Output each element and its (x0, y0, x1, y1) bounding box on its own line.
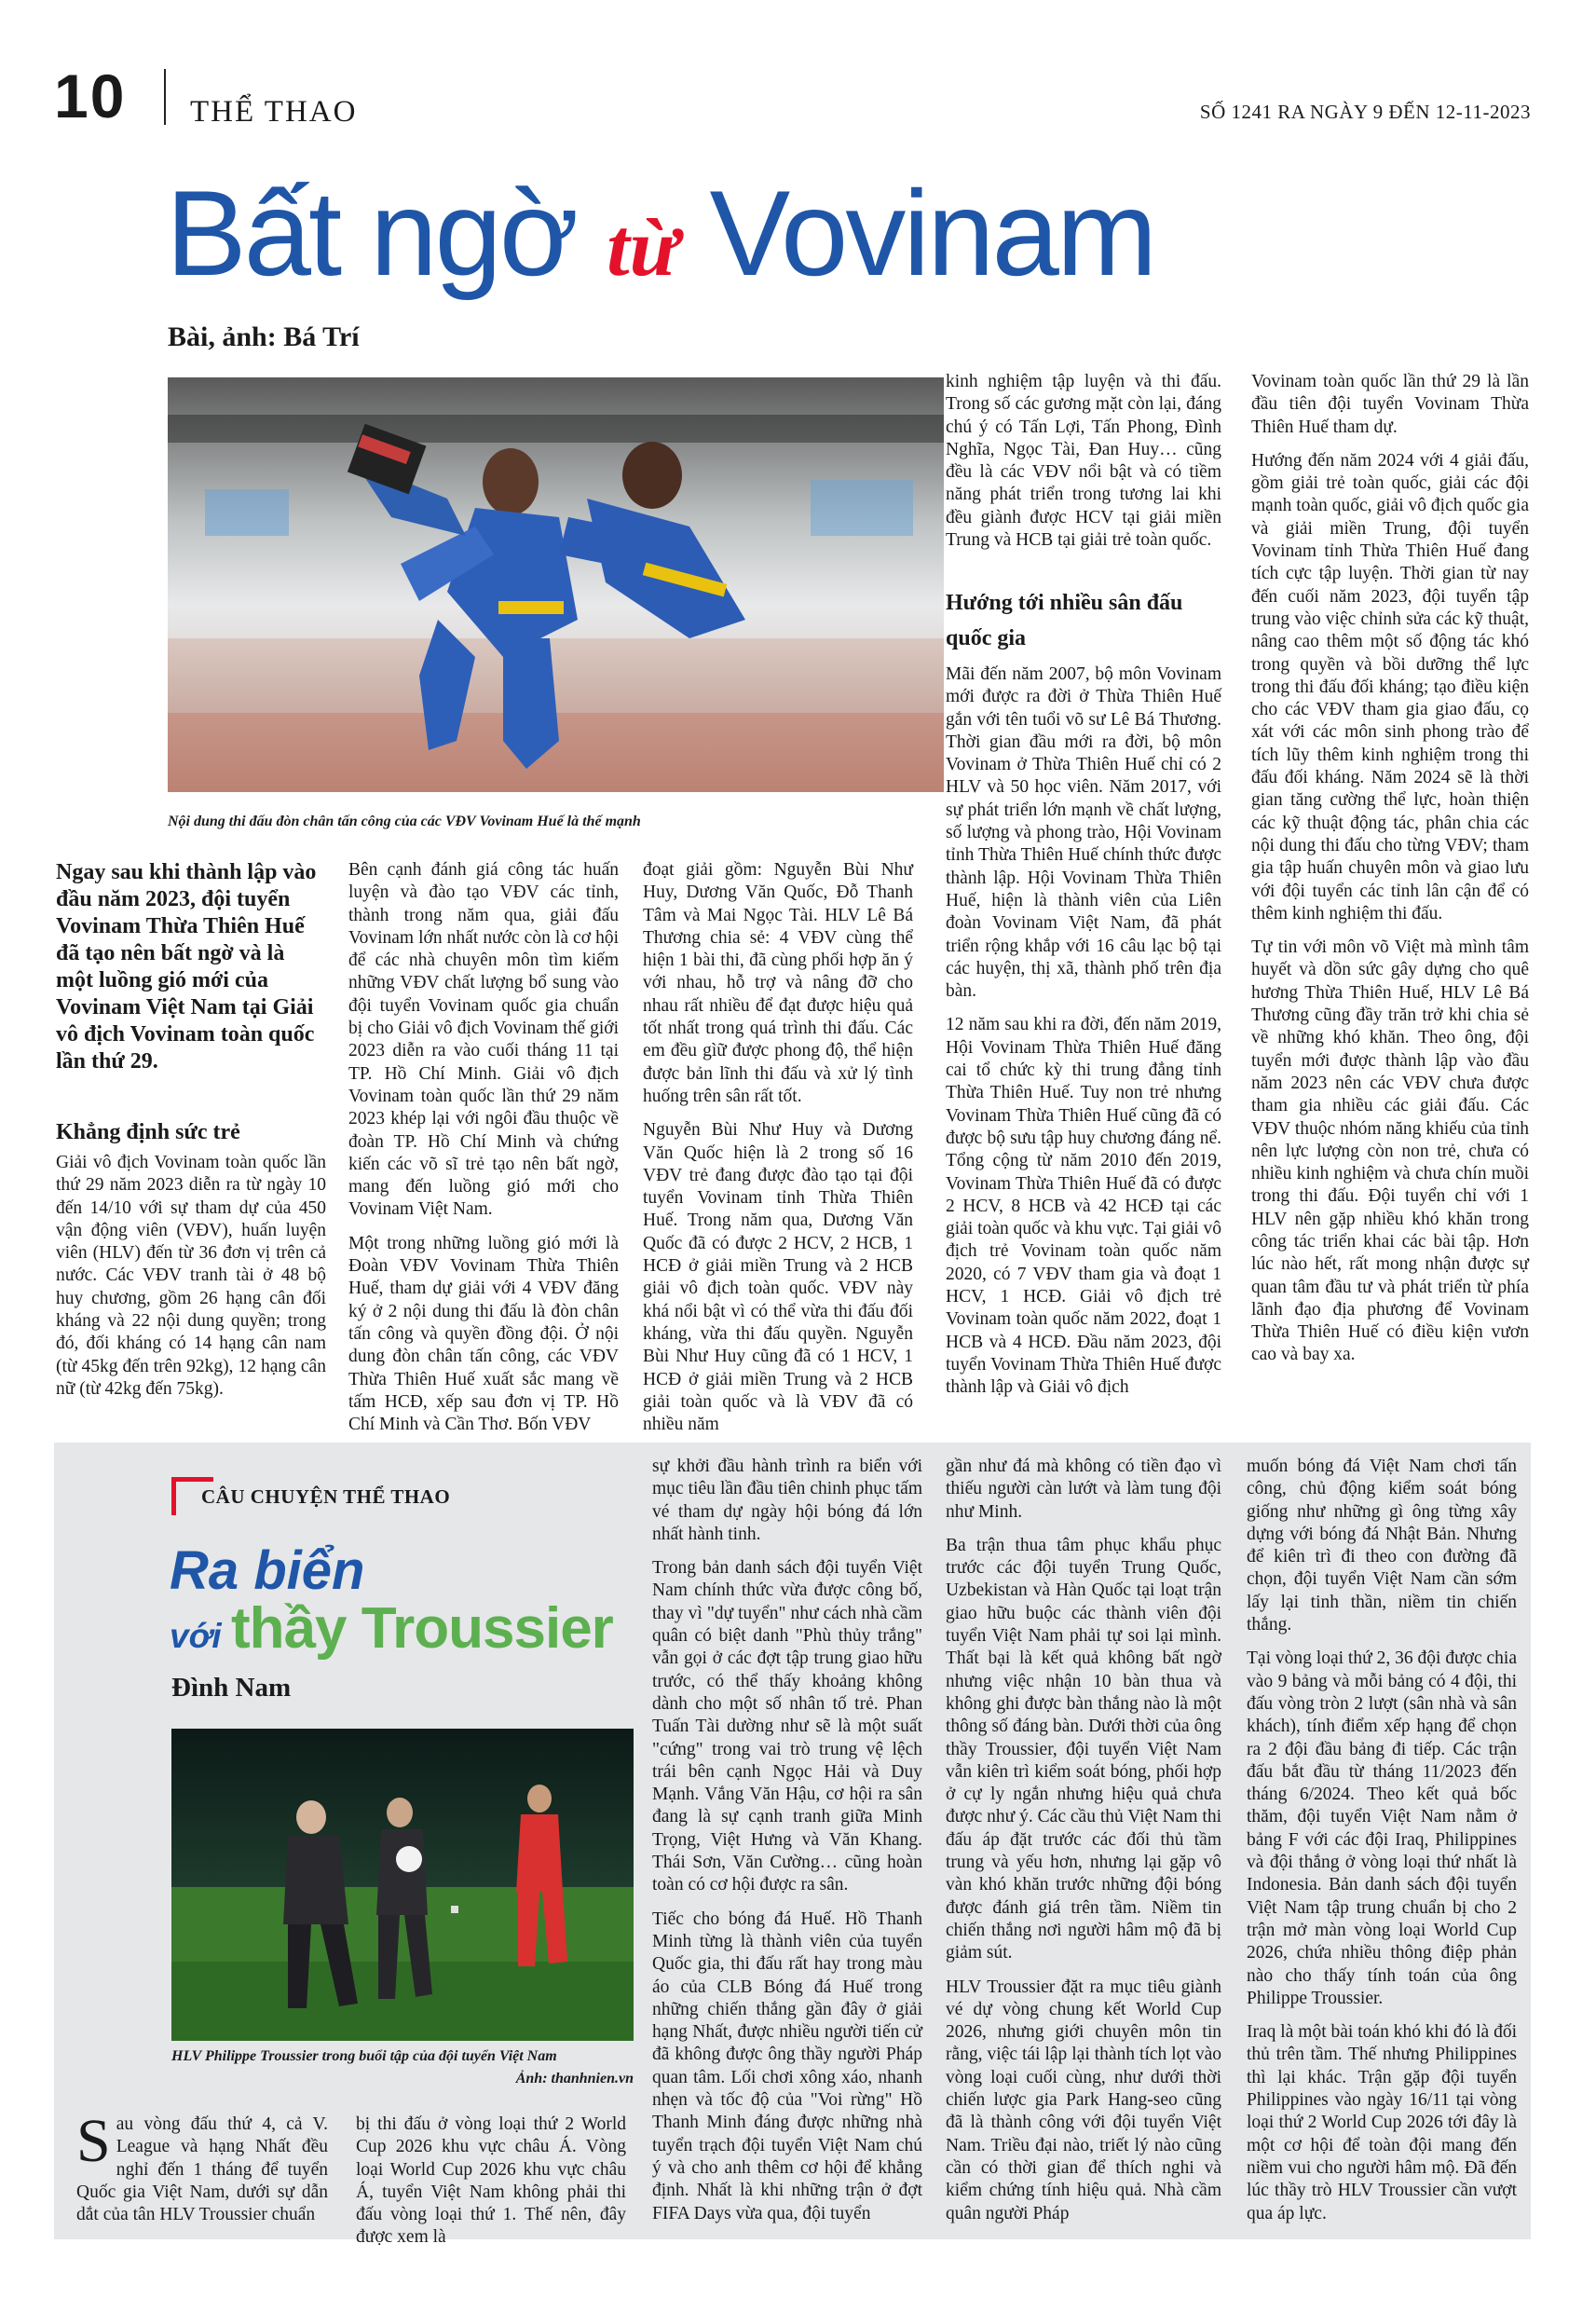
paragraph: HLV Troussier đặt ra mục tiêu giành vé dự vòng chung kết World Cup 2026, nhưng giới chuyên môn tin rằng, việc tái lập lại thành tích lọt vào vòng loại cuối cùng, như dưới thời chiến lược gia Park Hang-seo cũng đã là thành công với đội tuyển Việt Nam. Triều đại nào, triết lý nào cũng cần có thời gian để thích nghi và kiểm chứng tính hiệu quả. Nhà cầm quân người Pháp (946, 1977, 1221, 2223)
headline-part2: từ (607, 203, 679, 294)
article1-column-5 (1251, 371, 1529, 1378)
paragraph: 12 năm sau khi ra đời, đến năm 2019, Hội Vovinam Thừa Thiên Huế đăng cai tổ chức kỳ thi trung đẳng tỉnh Thừa Thiên Huế. Tuy non trẻ nhưng Vovinam Thừa Thiên Huế cũng đã có được bộ sưu tập huy chương đáng nể. Tổng cộng từ năm 2010 đến 2019, Vovinam Thừa Thiên Huế đã có được 2 HCV, 8 HCB và 42 HCĐ tại các giải toàn quốc và khu vực. Tại giải vô địch trẻ Vovinam toàn quốc năm 2020, có 7 VĐV tham gia và đoạt 1 HCV, 1 HCĐ. Giải vô địch trẻ Vovinam toàn quốc năm 2022, đoạt 1 HCB và 4 HCĐ. Đầu năm 2023, đội tuyển Vovinam Thừa Thiên Huế được thành lập và Giải vô địch (946, 1015, 1221, 1398)
section-name: THỂ THAO (190, 95, 358, 129)
article1-column-1 (56, 1152, 326, 1412)
subhead-khang-dinh: Khẳng định sức trẻ (56, 1120, 240, 1144)
article2-column-2 (356, 2114, 626, 2261)
subhead-huong-toi: Hướng tới nhiều sân đấu quốc gia (946, 591, 1183, 650)
page-number: 10 (54, 62, 127, 130)
article2-byline: Đình Nam (171, 1673, 292, 1703)
article-byline: Bài, ảnh: Bá Trí (168, 321, 360, 352)
photo2-credit: Ảnh: thanhnien.vn (515, 2071, 634, 2086)
paragraph: au vòng đấu thứ 4, cả V. League và hạng Nhất đều nghỉ đến 1 tháng để tuyển Quốc gia Việt Nam, dưới sự dẫn dắt của tân HLV Troussier chuẩn (76, 2114, 328, 2225)
article1-column-4 (946, 371, 1221, 563)
article2-column-1 (76, 2107, 328, 2226)
article2-column-3 (652, 1456, 922, 2237)
article2-column-5 (1247, 1456, 1517, 2237)
article-lead: Ngay sau khi thành lập vào đầu năm 2023, đội tuyển Vovinam Thừa Thiên Huế đã tạo nên bất ngờ và là một luồng gió mới của Vovinam Việt Nam tại Giải vô địch Vovinam toàn quốc lần thứ 29. (56, 860, 317, 1074)
paragraph: Tiếc cho bóng đá Huế. Hồ Thanh Minh từng là thành viên của tuyển Quốc gia, thi đấu rất hay trong màu áo của CLB Bóng đá Huế trong những chiến thắng gần đây ở giải hạng Nhất, được nhiều người tiến cử đã không được ông thầy người Pháp quan tâm. Lối chơi xông xáo, nhanh nhẹn và tốc độ của "Voi rừng" Hồ Thanh Minh đáng được những nhà tuyển trạch đội tuyển Việt Nam chú ý và cho anh thêm cơ hội để khẳng định. Nhất là khi những trận ở đợt FIFA Days vừa qua, đội tuyển (652, 1908, 922, 2223)
paragraph: đoạt giải gồm: Nguyễn Bùi Như Huy, Dương Văn Quốc, Đỗ Thanh Tâm và Mai Ngọc Tài. HLV Lê Bá Thương chia sẻ: 4 VĐV cùng thể hiện 1 bài thi, đã cùng phối hợp ăn ý với nhau, hỗ trợ và nâng đỡ cho nhau rất nhiều để đạt được hiệu quả tốt nhất trong quá trình thi đấu. Các em đều gìữ được phong độ, thể hiện được bản lĩnh thi đấu và xử lý tình huống trên sân rất tốt. (643, 860, 913, 1106)
paragraph: Tại vòng loại thứ 2, 36 đội được chia vào 9 bảng và mỗi bảng có 4 đội, thi đấu vòng tròn 2 lượt (sân nhà và sân khách), tính điểm xếp hạng để chọn ra 2 đội đầu bảng đi tiếp. Các trận đấu bắt đầu từ tháng 11/2023 đến tháng 6/2024. Theo kết quả bốc thăm, đội tuyển Việt Nam nằm ở bảng F với các đội Iraq, Philippines và đội thắng ở vòng loại thứ nhất là Indonesia. Bản danh sách đội tuyển Việt Nam tập trung chuẩn bị cho 2 trận mở màn vòng loại World Cup 2026, chứa nhiều thông điệp phản nào cho thấy tính toán của ông Philippe Troussier. (1247, 1648, 1517, 2008)
title-troussier: thầy Troussier (230, 1596, 613, 1661)
article2-column-4 (946, 1456, 1221, 2237)
paragraph: Tự tin với môn võ Việt mà mình tâm huyết và dồn sức gây dựng cho quê hương Thừa Thiên Huế, HLV Lê Bá Thương cũng đầy trăn trở khi chia sẻ về những khó khăn. Theo ông, đội tuyển mới được thành lập vào đầu năm 2023 nên các VĐV chưa được tham gia nhiều các giải đấu. Các VĐV thuộc nhóm năng khiếu của tỉnh nên lực lượng còn non trẻ, chưa có nhiều kinh nghiệm và chưa chín muồi trong thi đấu. Đội tuyển chỉ với 1 HLV nên gặp nhiều khó khăn trong công tác triển khai các bài tập. Hơn lúc nào hết, rất mong nhận được sự quan tâm đầu tư và phát triển từ phía lãnh đạo địa phương để Vovinam Thừa Thiên Huế có điều kiện vươn cao và bay xa. (1251, 937, 1529, 1365)
article2-title-line2 (170, 1596, 613, 1665)
article1-column-2 (348, 859, 619, 1447)
paragraph: Bên cạnh đánh giá công tác huấn luyện và đào tạo VĐV các tỉnh, thành trong năm qua, giải đấu Vovinam lớn nhất nước còn là cơ hội để các nhà chuyên môn tìm kiếm những VĐV chất lượng bổ sung vào đội tuyển Vovinam quốc gia chuẩn bị cho Giải vô địch Vovinam thế giới 2023 diễn ra vào cuối tháng 11 tại TP. Hồ Chí Minh. Giải vô địch Vovinam toàn quốc lần thứ 29 năm 2023 khép lại với ngôi đầu thuộc về đoàn TP. Hồ Chí Minh và chứng kiến các võ sĩ trẻ tạo nên bất ngờ, mang đến luồng gió mới cho Vovinam Việt Nam. (348, 860, 619, 1220)
paragraph: bị thi đấu ở vòng loại thứ 2 World Cup 2026 khu vực châu Á. Vòng loại World Cup 2026 khu vực châu Á, tuyển Việt Nam không phải thi đấu vòng loại thứ 1. Thế nên, đây được xem là (356, 2114, 626, 2248)
kicker-label: CÂU CHUYỆN THỂ THAO (201, 1485, 451, 1508)
paragraph: Hướng đến năm 2024 với 4 giải đấu, gồm giải trẻ toàn quốc, giải các đội mạnh toàn quốc, giải vô địch quốc gia và giải miền Trung, đội tuyển Vovinam tỉnh Thừa Thiên Huế đang tích cực tập luyện. Thời gian từ nay đến cuối năm 2023, đội tuyển tập trung vào việc chỉnh sửa các kỹ thuật, nâng cao thêm một số động tác khó trong quyền và bồi dưỡng thể lực trong thi đấu đối kháng; tạo điều kiện cho các VĐV tham gia giao đấu, cọ xát với các môn sinh phong trào để tích lũy thêm kinh nghiệm trong thi đấu đối kháng. Năm 2024 sẽ là thời gian tăng cường thể lực, hoàn thiện các kỹ thuật động tác, phân chia các nội dung thi đấu cho từng VĐV; tham gia tập huấn chuyên môn và giao lưu với đội tuyển các tỉnh lân cận để có thêm kinh nghiệm thi đấu. (1251, 450, 1529, 923)
paragraph: Giải vô địch Vovinam toàn quốc lần thứ 29 năm 2023 diễn ra từ ngày 10 đến 14/10 với sự tham dự của 450 vận động viên (VĐV), huấn luyện viên (HLV) đến từ 36 đơn vị trên cả nước. Các VĐV tranh tài ở 48 bộ huy chương, gồm 26 hạng cân đối kháng và 22 nội dung quyền; trong đó, đối kháng có 14 hạng cân nam (từ 45kg đến trên 92kg), 12 hạng cân nữ (từ 42kg đến 75kg). (56, 1153, 326, 1399)
paragraph: Trong bản danh sách đội tuyển Việt Nam chính thức vừa được công bố, thay vì "dự tuyển" như cách nhà cầm quân có biệt danh "Phù thủy trắng" vẫn gọi ở các đợt tập trung giao hữu trước, có thể thấy khoảng không dành cho một số nhân tố trẻ. Phan Tuấn Tài dường như sẽ là một suất "cứng" trong vai trò trung vệ lệch trái bên cạnh Ngọc Hải và Duy Mạnh. Vắng Văn Hậu, cơ hội ra sân đang là sự cạnh tranh giữa Minh Trọng, Việt Hưng và Văn Khang. Thái Sơn, Văn Cường… cũng hoàn toàn có cơ hội được ra sân. (652, 1558, 922, 1895)
paragraph: Nguyễn Bùi Như Huy và Dương Văn Quốc hiện là 2 trong số 16 VĐV trẻ đang được đào tạo tại đội tuyển Vovinam tỉnh Thừa Thiên Huế. Trong năm qua, Dương Văn Quốc đã có được 2 HCV, 2 HCB, 1 HCĐ ở giải miền Trung và 2 HCB giải vô địch toàn quốc. VĐV này khá nổi bật vì có thể vừa thi đấu đối kháng, vừa thi đấu quyền. Nguyễn Bùi Như Huy cũng đã có 1 HCV, 1 HCĐ ở giải miền Trung và 2 HCB giải toàn quốc và là VĐV đã có nhiều năm (643, 1120, 913, 1435)
troussier-photo (171, 1729, 634, 2041)
paragraph: muốn bóng đá Việt Nam chơi tấn công, chủ động kiểm soát bóng giống như những gì ông từng xây dựng với bóng đá Nhật Bản. Nhưng để kiên trì đi theo con đường đã chọn, đội tuyển Việt Nam cần sớm lấy lại tinh thần, niềm tin chiến thắng. (1247, 1457, 1517, 1635)
vovinam-photo (168, 377, 944, 792)
paragraph: Một trong những luồng gió mới là Đoàn VĐV Vovinam Thừa Thiên Huế, tham dự giải với 4 VĐV đăng ký ở 2 nội dung thi đấu là đòn chân tấn công và quyền đồng đội. Ở nội dung đòn chân tấn công, các VĐV Thừa Thiên Huế xuất sắc mang về tấm HCĐ, xếp sau đơn vị TP. Hồ Chí Minh và Cần Thơ. Bốn VĐV (348, 1233, 619, 1435)
paragraph: Ba trận thua tâm phục khẩu phục trước các đội tuyển Trung Quốc, Uzbekistan và Hàn Quốc tại loạt trận giao hữu buộc các thành viên đội tuyển Việt Nam phải tự soi lại mình. Thất bại là kết quả không bất ngờ nhưng việc nhận 10 bàn thua và không ghi được bàn thắng nào là một thông số đáng bàn. Dưới thời của ông thầy Troussier, đội tuyển Việt Nam vẫn kiên trì kiểm soát bóng, phối hợp ở cự ly ngắn nhưng hiệu quả chưa được như ý. Các cầu thủ Việt Nam thi đấu áp đặt trước các đối thủ tầm trung và yếu hơn, nhưng lại gặp vô vàn khó khăn trước những đội bóng được đánh giá trên tầm. Niềm tin chiến thắng nơi người hâm mộ đã bị giảm sút. (946, 1535, 1221, 1963)
article-headline (166, 165, 1155, 314)
title-word-voi: với (170, 1617, 222, 1655)
headline-part3: Vovinam (709, 165, 1155, 301)
paragraph: kinh nghiệm tập luyện và thi đấu. Trong số các gương mặt còn lại, đáng chú ý có Tấn Lợi, Tấn Phong, Đình Nghĩa, Ngọc Tài, Đan Huy… cũng đều là các VĐV nổi bật và có tiềm năng phát triển trong tương lai khi đều giành được HCV tại giải miền Trung và HCB tại giải trẻ toàn quốc. (946, 372, 1221, 551)
paragraph: Iraq là một bài toán khó khi đó là đối thủ trên tầm. Thế nhưng Philippines thì lại khác. Trận gặp đội tuyển Philippines vào ngày 16/11 tại vòng loại thứ 2 World Cup 2026 tới đây là một cơ hội để toàn đội mang đến niềm vui cho người hâm mộ. Đã đến lúc thầy trò HLV Troussier cần vượt qua áp lực. (1247, 2022, 1517, 2223)
paragraph: Vovinam toàn quốc lần thứ 29 là lần đầu tiên đội tuyển Vovinam Thừa Thiên Huế tham dự. (1251, 372, 1529, 437)
paragraph: sự khởi đầu hành trình ra biển với mục tiêu lần đầu tiên chinh phục tấm vé tham dự ngày hội bóng đá lớn nhất hành tinh. (652, 1457, 922, 1544)
paragraph: gần như đá mà không có tiền đạo vì thiếu người càn lướt và làm tung đội như Minh. (946, 1457, 1221, 1522)
photo-caption: Nội dung thi đấu đòn chân tấn công của các VĐV Vovinam Huế là thế mạnh (168, 814, 641, 829)
article1-column-3 (643, 859, 913, 1447)
article1-column-4b (946, 664, 1221, 1411)
paragraph: Mãi đến năm 2007, bộ môn Vovinam mới được ra đời ở Thừa Thiên Huế gắn với tên tuổi võ sư Lê Bá Thương. Thời gian đầu mới ra đời, bộ môn Vovinam ở Thừa Thiên Huế chỉ có 2 HLV và 50 học viên. Năm 2017, với sự phát triển lớn mạnh về chất lượng, số lượng và phong trào, Hội Vovinam tỉnh Thừa Thiên Huế chính thức được thành lập. Hội Vovinam Thừa Thiên Huế, hiện là thành viên của Liên đoàn Vovinam Việt Nam, đã phát triển rộng khắp với 16 câu lạc bộ tại các huyện, thị xã, thành phố trên địa bàn. (946, 664, 1221, 1002)
header-divider (164, 69, 166, 125)
issue-info: SỐ 1241 RA NGÀY 9 ĐẾN 12-11-2023 (1199, 101, 1531, 123)
article2-title-line1: Ra biển (170, 1540, 365, 1601)
photo2-caption: HLV Philippe Troussier trong buổi tập của đội tuyển Việt Nam (171, 2048, 557, 2064)
dropcap: S (76, 2107, 111, 2175)
headline-part1: Bất ngờ (166, 165, 577, 301)
